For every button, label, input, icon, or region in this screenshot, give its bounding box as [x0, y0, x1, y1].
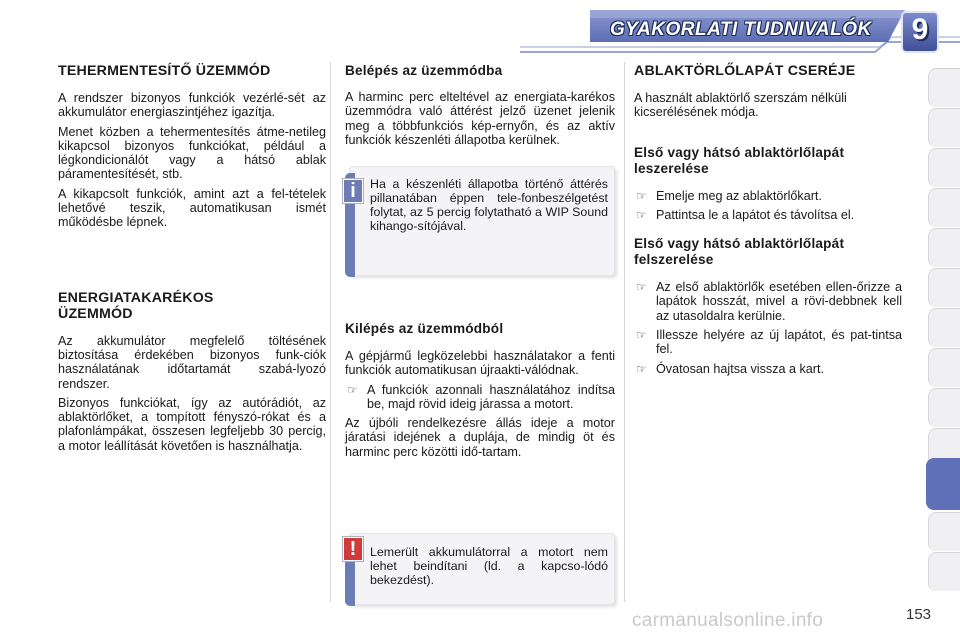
- paragraph: A rendszer bizonyos funkciók vezérlé-sét az akkumulátor energiaszintjéhez igazítja.: [58, 91, 326, 120]
- list-item: ☞ Óvatosan hajtsa vissza a kart.: [636, 361, 824, 376]
- side-tab[interactable]: [928, 308, 960, 347]
- info-text: Ha a készenléti állapotba történő áttérés pillanatában éppen tele-fonbeszélgetést folytat, az 5 percig folytatható a WIP Sound kihango-sítójával.: [370, 177, 608, 233]
- column-middle: [345, 63, 615, 152]
- side-tab-active[interactable]: [926, 458, 960, 510]
- paragraph: Bizonyos funkciókat, így az autórádiót, az ablaktörlőket, a tompított fényszó-rókat és a plafonlámpákat, összesen legfeljebb 30 percig, a motor leállítását követően is használhatja.: [58, 395, 326, 453]
- paragraph: Az akkumulátor megfelelő töltésének biztosítása érdekében bizonyos funk-ciók használatának időtartamát szabá-lyozó rendszer.: [58, 333, 326, 391]
- section-heading: ÜZEMMÓD: [58, 305, 133, 322]
- column-left: [58, 63, 326, 458]
- info-icon: i: [343, 179, 363, 203]
- pointing-hand-icon: ☞: [347, 382, 358, 397]
- column-middle-lower: [345, 321, 615, 464]
- list-item: ☞ Emelje meg az ablaktörlőkart.: [636, 188, 822, 203]
- side-tab[interactable]: [928, 68, 960, 107]
- side-tab[interactable]: [928, 148, 960, 187]
- paragraph: A használt ablaktörlő szerszám nélküli kicserélésének módja.: [634, 91, 847, 120]
- paragraph: A harminc perc elteltével az energiata-karékos üzemmódra való áttérést jelző üzenet jelenik meg a többfunkciós kép-ernyőn, és az aktív funkciók készenléti állapotba kerülnek.: [345, 90, 615, 147]
- warning-text: Lemerült akkumulátorral a motort nem lehet beindítani (ld. a kapcso-lódó bekezdést).: [370, 545, 608, 587]
- pointing-hand-icon: ☞: [636, 280, 647, 295]
- side-tab[interactable]: [928, 188, 960, 227]
- section-heading: Első vagy hátsó ablaktörlőlapát felszerelése: [634, 236, 845, 268]
- bullet-list: [634, 280, 902, 376]
- bullet-list: [345, 383, 615, 412]
- pointing-hand-icon: ☞: [636, 188, 647, 203]
- pointing-hand-icon: ☞: [636, 207, 647, 222]
- section-heading: Belépés az üzemmódba: [345, 63, 503, 78]
- side-tab[interactable]: [928, 268, 960, 307]
- page-number: 153: [906, 606, 932, 623]
- paragraph: A kikapcsolt funkciók, amint azt a fel-tételek lehetővé teszik, automatikusan ismét működésbe lépnek.: [58, 186, 326, 230]
- paragraph: Menet közben a tehermentesítés átme-netileg kikapcsol bizonyos funkciókat, például a légkondicionálót vagy a hátsó ablak páramentesítését, stb.: [58, 124, 326, 182]
- pointing-hand-icon: ☞: [636, 328, 647, 343]
- list-item: ☞ Illessze helyére az új lapátot, és pat-tintsa fel.: [636, 328, 902, 357]
- pointing-hand-icon: ☞: [636, 361, 647, 376]
- section-heading: ENERGIATAKARÉKOS: [58, 289, 214, 306]
- column-divider: [330, 62, 331, 602]
- column-right: [634, 63, 902, 381]
- chapter-title: GYAKORLATI TUDNIVALÓK: [610, 19, 872, 40]
- section-heading: Első vagy hátsó ablaktörlőlapát leszerelése: [634, 144, 845, 176]
- side-tab[interactable]: [928, 512, 960, 551]
- section-heading: Kilépés az üzemmódból: [345, 321, 504, 336]
- side-tab[interactable]: [928, 348, 960, 387]
- side-tab[interactable]: [928, 552, 960, 591]
- paragraph: A gépjármű legközelebbi használatakor a fenti funkciók automatikusan újraakti-válódnak.: [345, 349, 615, 378]
- info-box: [349, 166, 615, 276]
- side-tab[interactable]: [928, 388, 960, 427]
- bullet-list: [634, 189, 902, 223]
- watermark-footer[interactable]: carmanualsonline.info: [632, 610, 824, 631]
- side-tab[interactable]: [928, 228, 960, 267]
- list-item: ☞ Pattintsa le a lapátot és távolítsa el.: [636, 207, 855, 222]
- column-divider: [624, 62, 625, 602]
- warning-box: [349, 533, 615, 605]
- side-tab[interactable]: [928, 108, 960, 147]
- warning-icon: !: [343, 537, 363, 561]
- paragraph: Az újbóli rendelkezésre állás ideje a motor járatási idejének a duplája, de mindig öt és harminc perc közötti idő-tartam.: [345, 416, 615, 459]
- list-item: ☞ A funkciók azonnali használatához indítsa be, majd rövid ideig járassa a motort.: [347, 382, 615, 411]
- list-item: ☞ Az első ablaktörlők esetében ellen-őrizze a lapátok hosszát, mivel a rövi-debbnek kell az utasoldalra kerülnie.: [636, 280, 902, 323]
- chapter-number: 9: [911, 13, 929, 46]
- section-heading: ABLAKTÖRLŐLAPÁT CSERÉJE: [634, 63, 856, 79]
- section-heading: TEHERMENTESÍTŐ ÜZEMMÓD: [58, 63, 271, 79]
